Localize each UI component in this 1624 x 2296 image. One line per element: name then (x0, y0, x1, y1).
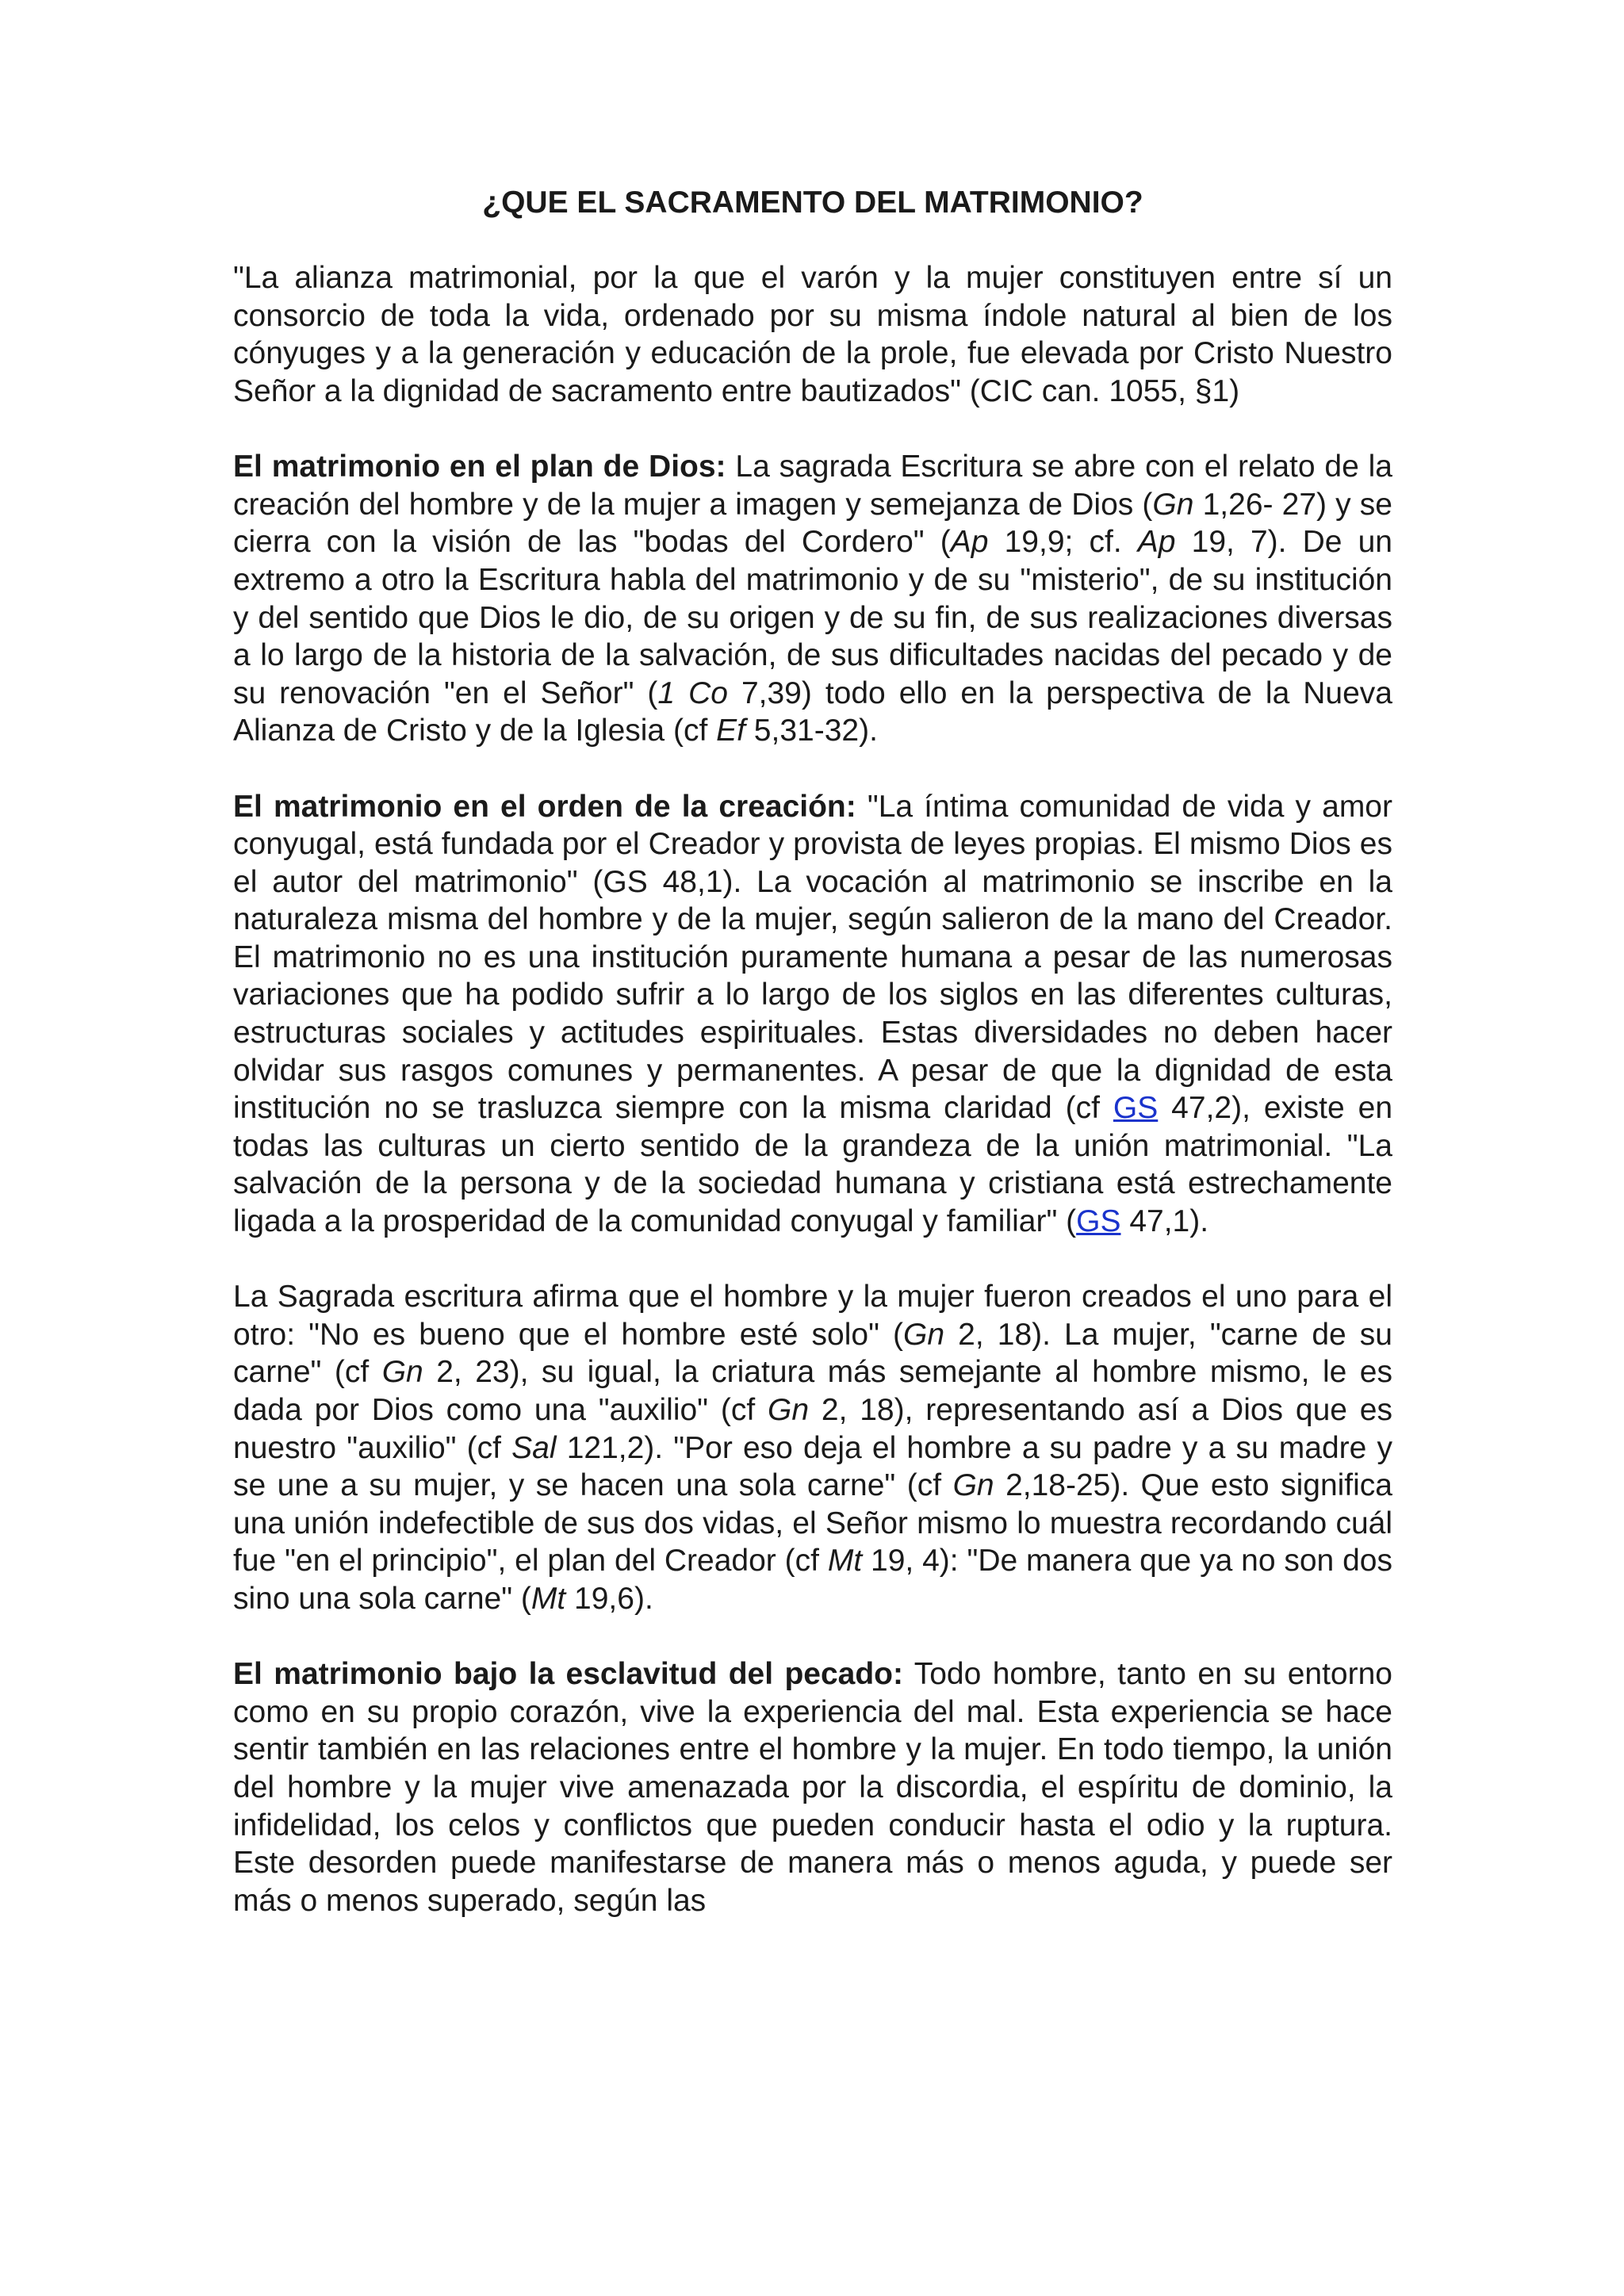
paragraph-text: 2,18-25). Que esto significa una unión indefectible de sus dos vidas, el Señor mismo lo muestra recordando cuál fue "en el principio", el plan del Creador (cf (233, 1468, 1392, 1578)
paragraph-text: 1,26- 27) y se cierra con la visión de las "bodas del Cordero" ( (233, 487, 1392, 560)
paragraph-text: "La íntima comunidad de vida y amor conyugal, está fundada por el Creador y provista de leyes propias. El mismo Dios es el autor del matrimonio" (GS 48,1). La vocación al matrimonio se inscribe en la naturaleza misma del hombre y de la mujer, según salieron de la mano del Creador. El matrimonio no es una institución puramente humana a pesar de las numerosas variaciones que ha podido sufrir a lo largo de los siglos en las diferentes culturas, estructuras sociales y actitudes espirituales. Estas diversidades no deben hacer olvidar sus rasgos comunes y permanentes. A pesar de que la dignidad de esta institución no se trasluzca siempre con la misma claridad (cf (233, 789, 1392, 1126)
paragraph-heading: El matrimonio en el orden de la creación: (233, 789, 856, 824)
paragraph-text: 47,1). (1120, 1204, 1209, 1239)
paragraph-text: 7,39) todo ello en la perspectiva de la Nueva Alianza de Cristo y de la Iglesia (cf (233, 675, 1392, 748)
paragraph-text: 19, 7). De un extremo a otro la Escritura habla del matrimonio y de su "misterio", de su institución y del sentido que Dios le dio, de su origen y de su fin, de sus realizaciones diversas a lo largo de la historia de la salvación, de sus dificultades nacidas del pecado y de su renovación "en el Señor" ( (233, 525, 1392, 710)
paragraph-text: 19, 4): "De manera que ya no son dos sino una sola carne" ( (233, 1544, 1392, 1616)
paragraph-text: 19,6). (565, 1581, 653, 1616)
paragraph-plan-de-dios (233, 448, 1392, 750)
document-body (233, 184, 1392, 1957)
citation-book: Ef (716, 714, 745, 748)
paragraph-sagrada-escritura (233, 1278, 1392, 1617)
citation-book: Ap (1137, 525, 1176, 560)
paragraph-text: La sagrada Escritura se abre con el relato de la creación del hombre y de la mujer a imagen y semejanza de Dios ( (233, 450, 1392, 522)
paragraph-heading: El matrimonio bajo la esclavitud del pecado: (233, 1657, 903, 1692)
paragraph-text: 121,2). "Por eso deja el hombre a su padre y a su madre y se une a su mujer, y se hacen una sola carne" (cf (233, 1430, 1393, 1503)
paragraph-pecado (233, 1655, 1392, 1919)
paragraph-text: 47,2), existe en todas las culturas un cierto sentido de la grandeza de la unión matrimonial. "La salvación de la persona y de la sociedad humana y cristiana está estrechamente ligada a la prosperidad de la comunidad conyugal y familiar" ( (233, 1091, 1393, 1239)
paragraph-text: 19,9; cf. (988, 525, 1138, 560)
citation-book: Gn (1152, 487, 1194, 522)
paragraph-text: Todo hombre, tanto en su entorno como en su propio corazón, vive la experiencia del mal. Esta experiencia se hace sentir también en las relaciones entre el hombre y la mujer. En todo tiempo, la unión del hombre y la mujer vive amenazada por la discordia, el espíritu de dominio, la infidelidad, los celos y conflictos que pueden conducir hasta el odio y la ruptura. Este desorden puede manifestarse de manera más o menos aguda, y puede ser más o menos superado, según las (233, 1657, 1392, 1918)
paragraph-heading: El matrimonio en el plan de Dios: (233, 450, 726, 484)
citation-book: 1 Co (657, 675, 728, 710)
citation-book: Gn (903, 1317, 945, 1352)
paragraph-text: 5,31-32). (745, 714, 878, 748)
gs-link[interactable]: GS (1113, 1091, 1159, 1126)
citation-book: Gn (768, 1393, 810, 1427)
citation-book: Gn (952, 1468, 994, 1503)
paragraph-text: "La alianza matrimonial, por la que el varón y la mujer constituyen entre sí un consorcio de toda la vida, ordenado por su misma índole natural al bien de los cónyuges y a la generación y educación de la prole, fue elevada por Cristo Nuestro Señor a la dignidad de sacramento entre bautizados" (CIC can. 1055, §1) (233, 261, 1392, 408)
citation-book: Ap (950, 525, 989, 560)
paragraph-text: 2, 23), su igual, la criatura más semejante al hombre mismo, le es dada por Dios como una "auxilio" (cf (233, 1355, 1392, 1427)
paragraph-definition (233, 259, 1392, 410)
citation-book: Mt (827, 1544, 863, 1578)
paragraph-text: 2, 18). La mujer, "carne de su carne" (cf (233, 1317, 1392, 1390)
paragraph-orden-creacion (233, 788, 1392, 1241)
citation-book: Mt (530, 1581, 566, 1616)
citation-book: Sal (511, 1430, 557, 1465)
citation-book: Gn (381, 1355, 423, 1390)
gs-link[interactable]: GS (1076, 1204, 1121, 1239)
paragraph-text: La Sagrada escritura afirma que el hombre y la mujer fueron creados el uno para el otro: "No es bueno que el hombre esté solo" ( (233, 1280, 1392, 1352)
page-title: ¿QUE EL SACRAMENTO DEL MATRIMONIO? (482, 186, 1143, 220)
paragraph-text: 2, 18), representando así a Dios que es nuestro "auxilio" (cf (233, 1393, 1392, 1465)
